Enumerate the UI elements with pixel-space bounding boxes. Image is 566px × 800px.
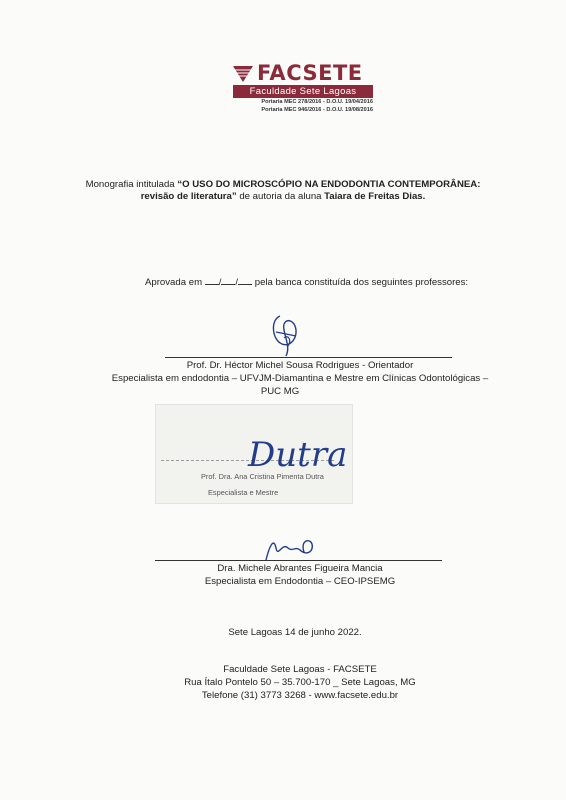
- signature-advisor: [266, 312, 306, 362]
- footer-name: Faculdade Sete Lagoas - FACSETE: [223, 664, 377, 675]
- date-separator-2: /: [235, 277, 239, 288]
- approval-after: pela banca constituída dos seguintes professores:: [252, 277, 469, 288]
- portaria-1: Portaria MEC 278/2016 - D.O.U. 19/04/2016: [261, 99, 373, 105]
- day-blank: [205, 275, 219, 285]
- intro-prefix: Monografia intitulada: [85, 179, 178, 190]
- place-date: Sete Lagoas 14 de junho 2022.: [228, 627, 362, 638]
- facsete-logo: [233, 62, 373, 128]
- signature-mancia: [260, 534, 320, 566]
- month-blank: [221, 275, 235, 285]
- footer-contact: Telefone (31) 3773 3268 - www.facsete.edu.br: [201, 690, 399, 701]
- signature-dutra-text: Dutra: [248, 435, 348, 475]
- year-blank: [238, 275, 252, 285]
- logo-subtitle: Faculdade Sete Lagoas: [233, 85, 373, 98]
- signature-line-mancia: [155, 560, 442, 561]
- signature-line-advisor: [165, 357, 452, 358]
- advisor-credentials-2: PUC MG: [260, 386, 300, 397]
- signature-dutra: [240, 428, 360, 483]
- approval-before: Aprovada em: [145, 277, 205, 288]
- stamp-title: Especialista e Mestre: [208, 488, 279, 497]
- advisor-name: Prof. Dr. Héctor Michel Sousa Rodrigues - Orientador: [186, 360, 414, 371]
- facsete-mark-icon: [233, 63, 253, 83]
- date-separator-1: /: [218, 277, 222, 288]
- advisor-credentials: Especialista em endodontia – UFVJM-Diamantina e Mestre em Clínicas Odontológicas –: [111, 373, 489, 384]
- stamp-name: Prof. Dra. Ana Cristina Pimenta Dutra: [201, 472, 324, 481]
- portaria-2: Portaria MEC 946/2016 - D.O.U. 19/08/2016: [261, 107, 373, 113]
- intro-middle: de autoria da aluna: [236, 191, 325, 202]
- monograph-title-line1: “O USO DO MICROSCÓPIO NA ENDODONTIA CONTEMPORÂNEA:: [177, 179, 481, 190]
- footer-address: Rua Ítalo Pontelo 50 – 35.700-170 _ Sete Lagoas, MG: [184, 677, 416, 688]
- examiner-mancia-name: Dra. Michele Abrantes Figueira Mancia: [217, 563, 383, 574]
- monograph-statement: [60, 179, 506, 203]
- monograph-title-line2: revisão de literatura”: [140, 191, 237, 202]
- approval-line: [145, 275, 485, 289]
- examiner-mancia-credentials: Especialista em Endodontia – CEO-IPSEMG: [204, 576, 396, 587]
- logo-name: FACSETE: [257, 61, 363, 85]
- author-name: Taiara de Freitas Dias.: [324, 191, 426, 202]
